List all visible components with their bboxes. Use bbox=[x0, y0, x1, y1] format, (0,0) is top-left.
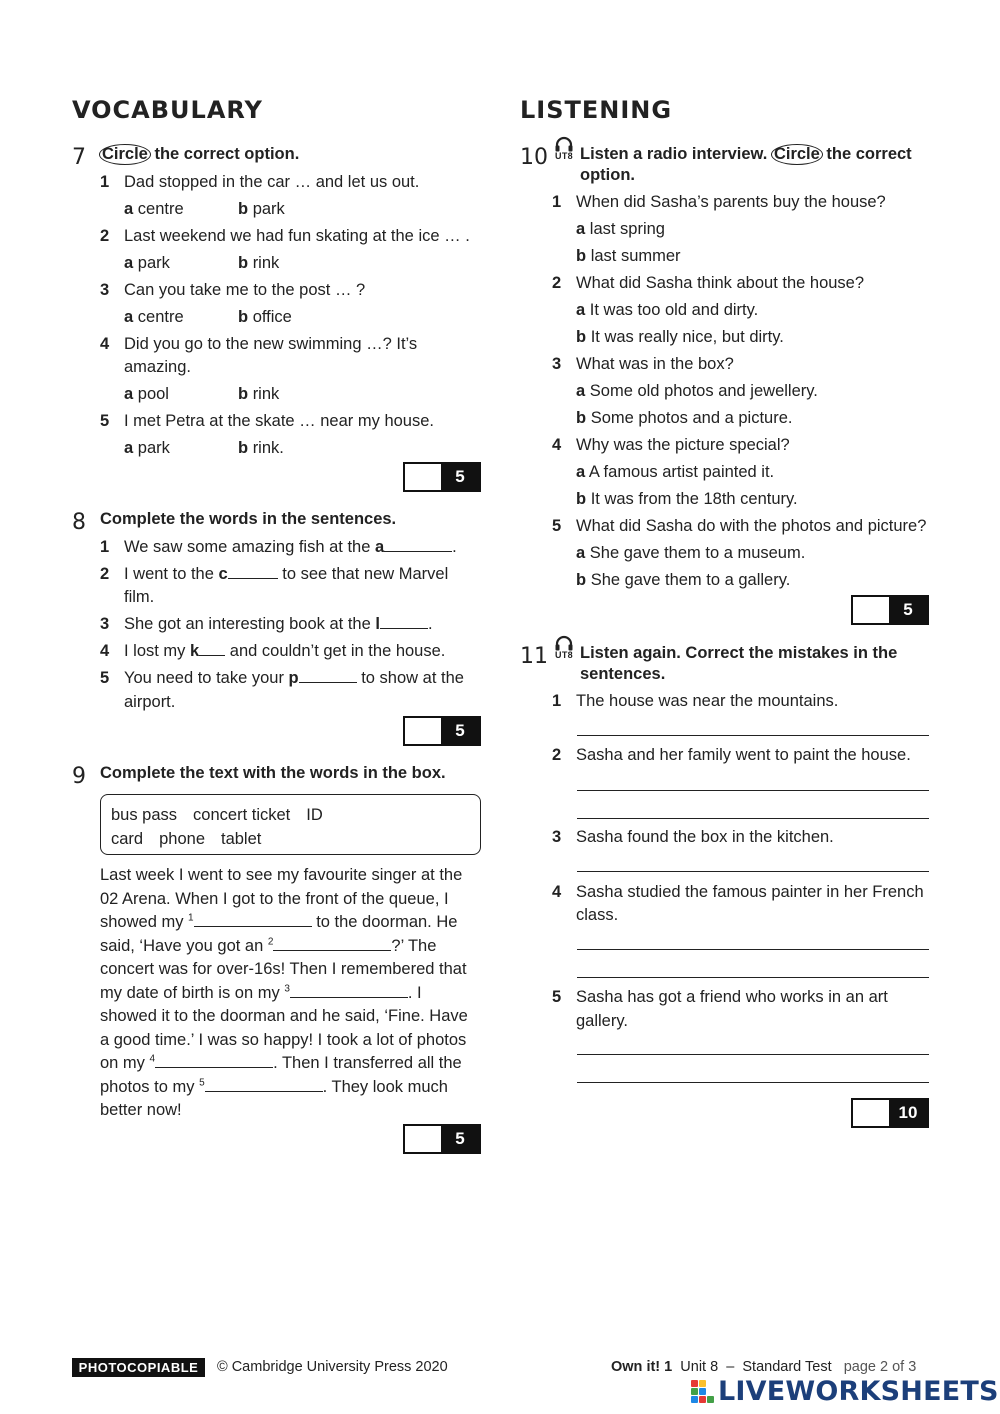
ex8-item-5-line-2: airport. bbox=[124, 693, 176, 711]
ex9-blank-3[interactable] bbox=[290, 984, 408, 998]
ex7-item-4-line-2: amazing. bbox=[124, 358, 191, 376]
ex10-score-total: 5 bbox=[889, 597, 927, 623]
exercise-10-instruction: Listen a radio interview. Circle the correct bbox=[580, 145, 912, 163]
ex7-item-5-option-a[interactable]: a park bbox=[124, 439, 170, 457]
word-box-item: concert ticket bbox=[193, 806, 291, 824]
exercise-11-number: 11 bbox=[520, 644, 548, 669]
audio-track-11[interactable] bbox=[552, 635, 576, 660]
ex8-score-box[interactable] bbox=[403, 716, 481, 746]
exercise-9-number: 9 bbox=[72, 764, 86, 789]
ex7-item-2: 2 Last weekend we had fun skating at the ice … . bbox=[100, 227, 470, 245]
ex10-score-box[interactable] bbox=[851, 595, 929, 625]
audio-track-10[interactable] bbox=[552, 136, 576, 161]
liveworksheets-blocks-icon bbox=[690, 1377, 716, 1407]
exercise-7-number: 7 bbox=[72, 145, 86, 170]
word-box-item: ID card bbox=[111, 806, 323, 848]
exercise-7-instruction: Circle the correct option. bbox=[100, 145, 299, 164]
ex11-item-4: 4 Sasha studied the famous painter in her French bbox=[552, 883, 924, 901]
exercise-11-instruction-line-2: sentences. bbox=[580, 665, 666, 683]
exercise-8-number: 8 bbox=[72, 510, 86, 535]
ex8-item-4: 4 I lost my k and couldn’t get in the house. bbox=[100, 642, 446, 660]
ex7-item-5-option-b[interactable]: b rink. bbox=[238, 439, 284, 457]
ex11-item-3: 3 Sasha found the box in the kitchen. bbox=[552, 828, 834, 846]
ex10-item-1: 1 When did Sasha’s parents buy the house? bbox=[552, 193, 886, 211]
ex11-item-2-answer-line[interactable] bbox=[577, 818, 929, 819]
audio-code: UT8 bbox=[555, 151, 573, 161]
section-title-vocabulary: VOCABULARY bbox=[72, 96, 263, 124]
ex10-item-4-option-a[interactable]: a A famous artist painted it. bbox=[576, 463, 775, 481]
word-box bbox=[100, 794, 481, 855]
ex10-item-5: 5 What did Sasha do with the photos and picture? bbox=[552, 517, 927, 535]
ex8-score-total: 5 bbox=[441, 718, 479, 744]
ex11-item-4-answer-line[interactable] bbox=[577, 949, 929, 950]
ex7-score-total: 5 bbox=[441, 464, 479, 490]
ex7-score-box[interactable] bbox=[403, 462, 481, 492]
exercise-10-instruction-line-2: option. bbox=[580, 166, 635, 184]
exercise-8-instruction: Complete the words in the sentences. bbox=[100, 510, 397, 528]
ex10-item-3-option-a[interactable]: a Some old photos and jewellery. bbox=[576, 382, 818, 400]
ex8-item-2-line-2: film. bbox=[124, 588, 155, 606]
ex9-blank-4[interactable] bbox=[155, 1054, 273, 1068]
ex10-item-4-option-b[interactable]: b It was from the 18th century. bbox=[576, 490, 798, 508]
photocopiable-badge: PHOTOCOPIABLE bbox=[72, 1358, 205, 1377]
circled-word: Circle bbox=[771, 144, 823, 165]
ex11-score-total: 10 bbox=[889, 1100, 927, 1126]
ex11-item-4-answer-line[interactable] bbox=[577, 977, 929, 978]
headphones-icon bbox=[554, 136, 574, 152]
ex8-item-3-blank[interactable] bbox=[380, 615, 428, 629]
ex7-item-4: 4 Did you go to the new swimming …? It’s bbox=[100, 335, 418, 353]
ex9-score-total: 5 bbox=[441, 1126, 479, 1152]
footer-book-info: Own it! 1 Unit 8 – Standard Test page 2 of 3 bbox=[611, 1359, 917, 1375]
ex8-item-1-blank[interactable] bbox=[384, 538, 452, 552]
exercise-10-number: 10 bbox=[520, 145, 548, 170]
ex8-item-1: 1 We saw some amazing fish at the a . bbox=[100, 538, 457, 556]
word-box-item: tablet bbox=[221, 830, 262, 848]
ex7-item-3: 3 Can you take me to the post … ? bbox=[100, 281, 366, 299]
ex7-item-4-option-b[interactable]: b rink bbox=[238, 385, 280, 403]
copyright-text: © Cambridge University Press 2020 bbox=[217, 1359, 448, 1375]
ex7-item-1: 1 Dad stopped in the car … and let us out. bbox=[100, 173, 420, 191]
ex8-item-5: 5 You need to take your p to show at the bbox=[100, 669, 464, 687]
ex10-item-5-option-a[interactable]: a She gave them to a museum. bbox=[576, 544, 806, 562]
ex8-item-2: 2 I went to the c to see that new Marvel bbox=[100, 565, 449, 583]
ex9-score-box[interactable] bbox=[403, 1124, 481, 1154]
ex7-item-1-option-b[interactable]: b park bbox=[238, 200, 285, 218]
ex10-item-2-option-b[interactable]: b It was really nice, but dirty. bbox=[576, 328, 784, 346]
circled-word: Circle bbox=[99, 144, 151, 165]
ex7-item-4-option-a[interactable]: a pool bbox=[124, 385, 169, 403]
ex10-item-1-option-b[interactable]: b last summer bbox=[576, 247, 681, 265]
ex8-item-3: 3 She got an interesting book at the l . bbox=[100, 615, 433, 633]
ex7-item-5: 5 I met Petra at the skate … near my house. bbox=[100, 412, 434, 430]
ex10-item-2-option-a[interactable]: a It was too old and dirty. bbox=[576, 301, 759, 319]
ex11-item-5-answer-line[interactable] bbox=[577, 1054, 929, 1055]
ex7-item-1-option-a[interactable]: a centre bbox=[124, 200, 184, 218]
ex8-item-2-blank[interactable] bbox=[228, 565, 278, 579]
ex7-item-2-option-b[interactable]: b rink bbox=[238, 254, 280, 272]
ex11-score-box[interactable] bbox=[851, 1098, 929, 1128]
ex11-item-4-line-2: class. bbox=[576, 906, 619, 924]
ex11-item-5-answer-line[interactable] bbox=[577, 1082, 929, 1083]
ex9-blank-1[interactable] bbox=[194, 913, 312, 927]
ex11-item-2-answer-line[interactable] bbox=[577, 790, 929, 791]
exercise-9-instruction: Complete the text with the words in the box. bbox=[100, 764, 446, 782]
ex11-item-5-line-2: gallery. bbox=[576, 1012, 628, 1030]
ex10-item-3-option-b[interactable]: b Some photos and a picture. bbox=[576, 409, 793, 427]
ex11-item-1: 1 The house was near the mountains. bbox=[552, 692, 839, 710]
ex7-item-2-option-a[interactable]: a park bbox=[124, 254, 170, 272]
ex11-item-3-answer-line[interactable] bbox=[577, 871, 929, 872]
ex10-item-5-option-b[interactable]: b She gave them to a gallery. bbox=[576, 571, 791, 589]
ex9-blank-2[interactable] bbox=[273, 937, 391, 951]
audio-code: UT8 bbox=[555, 650, 573, 660]
liveworksheets-wordmark: LIVEWORKSHEETS bbox=[718, 1376, 999, 1407]
ex8-item-5-blank[interactable] bbox=[299, 669, 357, 683]
book-title: Own it! 1 bbox=[611, 1359, 673, 1375]
ex7-item-3-option-a[interactable]: a centre bbox=[124, 308, 184, 326]
test-label: Standard Test bbox=[742, 1359, 832, 1375]
ex9-passage: Last week I went to see my favourite singer at the 02 Arena. When I got to the front of the queue, I showed my $^1$ to the doorman. He said, ‘Have you got an $^2$ ?’ The concert was for over-16s! Then I remembered that my date of birth is on my $^3$ . I showed it to the doorman and he said, ‘Fine. Have a good time.’ I was so happy! I took a lot of photos on my $^4$ . Then I transferred all the photos to my $^5$ . They look much better now! bbox=[100, 866, 468, 1119]
section-title-listening: LISTENING bbox=[520, 96, 673, 124]
ex10-item-3: 3 What was in the box? bbox=[552, 355, 734, 373]
ex9-blank-5[interactable] bbox=[205, 1078, 323, 1092]
ex11-item-1-answer-line[interactable] bbox=[577, 735, 929, 736]
ex11-item-5: 5 Sasha has got a friend who works in an art bbox=[552, 988, 888, 1006]
page-number: page 2 of 3 bbox=[843, 1359, 917, 1375]
unit-label: Unit 8 bbox=[680, 1359, 719, 1375]
ex10-item-4: 4 Why was the picture special? bbox=[552, 436, 790, 454]
ex10-item-1-option-a[interactable]: a last spring bbox=[576, 220, 665, 238]
headphones-icon bbox=[554, 635, 574, 651]
exercise-11-instruction: Listen again. Correct the mistakes in the bbox=[580, 644, 898, 662]
ex7-item-3-option-b[interactable]: b office bbox=[238, 308, 292, 326]
ex8-item-4-blank[interactable] bbox=[199, 642, 225, 656]
word-box-item: bus pass bbox=[111, 806, 178, 824]
word-box-item: phone bbox=[159, 830, 205, 848]
ex11-item-2: 2 Sasha and her family went to paint the house. bbox=[552, 746, 911, 764]
ex10-item-2: 2 What did Sasha think about the house? bbox=[552, 274, 865, 292]
